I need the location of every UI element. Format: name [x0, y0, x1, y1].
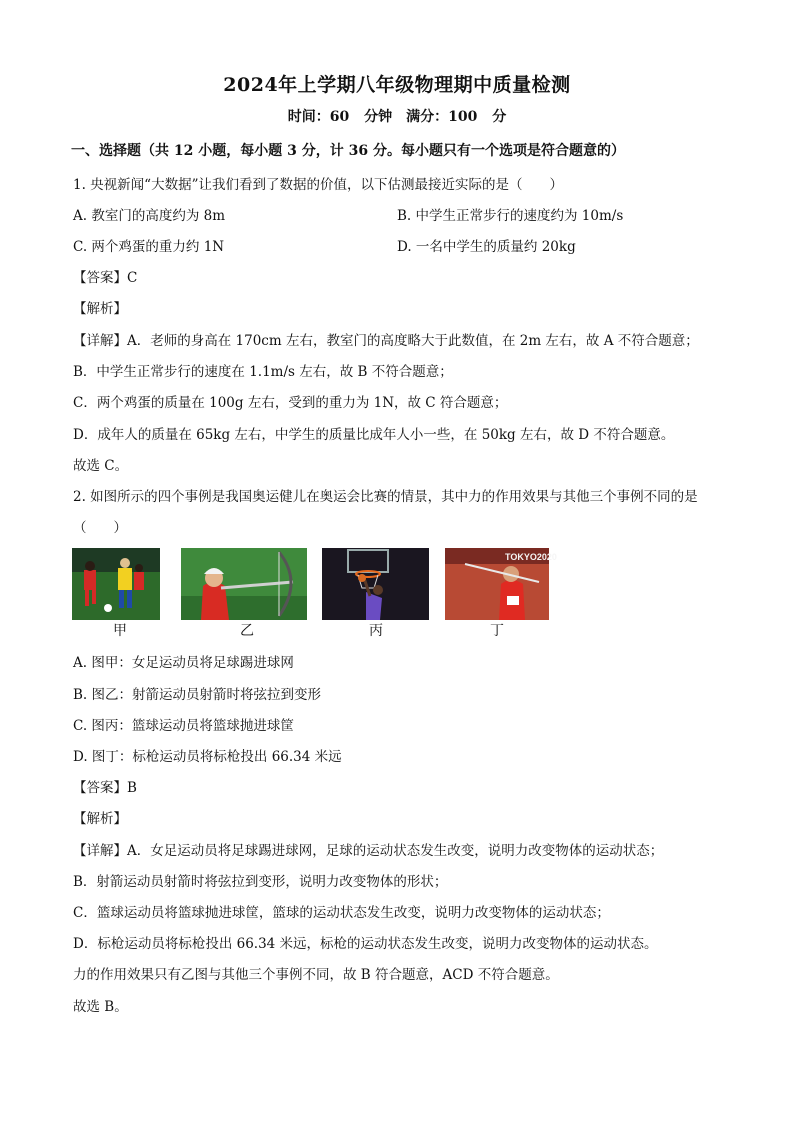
photo-basketball [322, 548, 429, 620]
q2-detail-c: C．篮球运动员将篮球抛进球筐，篮球的运动状态发生改变，说明力改变物体的运动状态； [73, 905, 610, 921]
exam-time-score: 时间：60 分钟 满分：100 分 [287, 109, 507, 125]
page-title: 2024年上学期八年级物理期中质量检测 [223, 74, 571, 96]
q1-detail-d: D．成年人的质量在 65kg 左右，中学生的质量比成年人小一些，在 50kg 左右，故 D 不符合题意。 [73, 427, 675, 443]
q2-conclusion: 故选 B。 [73, 999, 128, 1015]
q1-analysis-label: 【解析】 [73, 301, 127, 317]
photo-archery [181, 548, 307, 620]
photo-javelin [445, 548, 557, 620]
caption-jia: 甲 [113, 623, 127, 639]
q2-stem: 2. 如图所示的四个事例是我国奥运健儿在奥运会比赛的情景，其中力的作用效果与其他三个事例不同的是 [73, 489, 698, 505]
q1-option-a: A. 教室门的高度约为 8m [73, 208, 226, 224]
q2-stem-bracket: （ ） [73, 520, 127, 536]
photo-soccer [72, 548, 160, 620]
q1-detail-b: B．中学生正常步行的速度在 1.1m/s 左右，故 B 不符合题意； [73, 364, 453, 380]
photo-banner-text: TOKYO2020 [505, 552, 557, 562]
q1-detail-a: 【详解】A．老师的身高在 170cm 左右，教室门的高度略大于此数值，在 2m 左右，故 A 不符合题意； [73, 333, 699, 349]
q1-conclusion: 故选 C。 [73, 458, 129, 474]
q2-option-d: D. 图丁：标枪运动员将标枪投出 66.34 米远 [73, 749, 342, 765]
q2-option-c: C. 图丙：篮球运动员将篮球抛进球筐 [73, 718, 294, 734]
section-heading: 一、选择题（共 12 小题，每小题 3 分，计 36 分。每小题只有一个选项是符合题意的） [71, 143, 625, 159]
caption-ding: 丁 [490, 623, 504, 639]
q1-option-c: C. 两个鸡蛋的重力约 1N [73, 239, 225, 255]
q2-detail-d: D．标枪运动员将标枪投出 66.34 米远，标枪的运动状态发生改变，说明力改变物体的运动状态。 [73, 936, 658, 952]
q2-option-a: A. 图甲：女足运动员将足球踢进球网 [73, 655, 294, 671]
q1-option-b: B. 中学生正常步行的速度约为 10m/s [397, 208, 624, 224]
q1-answer: 【答案】C [73, 270, 138, 286]
caption-bing: 丙 [369, 623, 383, 639]
q2-detail-b: B．射箭运动员射箭时将弦拉到变形，说明力改变物体的形状； [73, 874, 448, 890]
q1-stem: 1. 央视新闻“大数据”让我们看到了数据的价值，以下估测最接近实际的是（ ） [73, 177, 563, 193]
q1-detail-c: C．两个鸡蛋的质量在 100g 左右，受到的重力为 1N，故 C 符合题意； [73, 395, 508, 411]
q2-analysis-label: 【解析】 [73, 811, 127, 827]
q2-detail-a: 【详解】A．女足运动员将足球踢进球网，足球的运动状态发生改变，说明力改变物体的运动状态； [73, 843, 664, 859]
q2-option-b: B. 图乙：射箭运动员射箭时将弦拉到变形 [73, 687, 322, 703]
q2-summary: 力的作用效果只有乙图与其他三个事例不同，故 B 符合题意，ACD 不符合题意。 [73, 967, 559, 983]
q2-answer: 【答案】B [73, 780, 137, 796]
q1-option-d: D. 一名中学生的质量约 20kg [397, 239, 576, 255]
caption-yi: 乙 [240, 623, 254, 639]
